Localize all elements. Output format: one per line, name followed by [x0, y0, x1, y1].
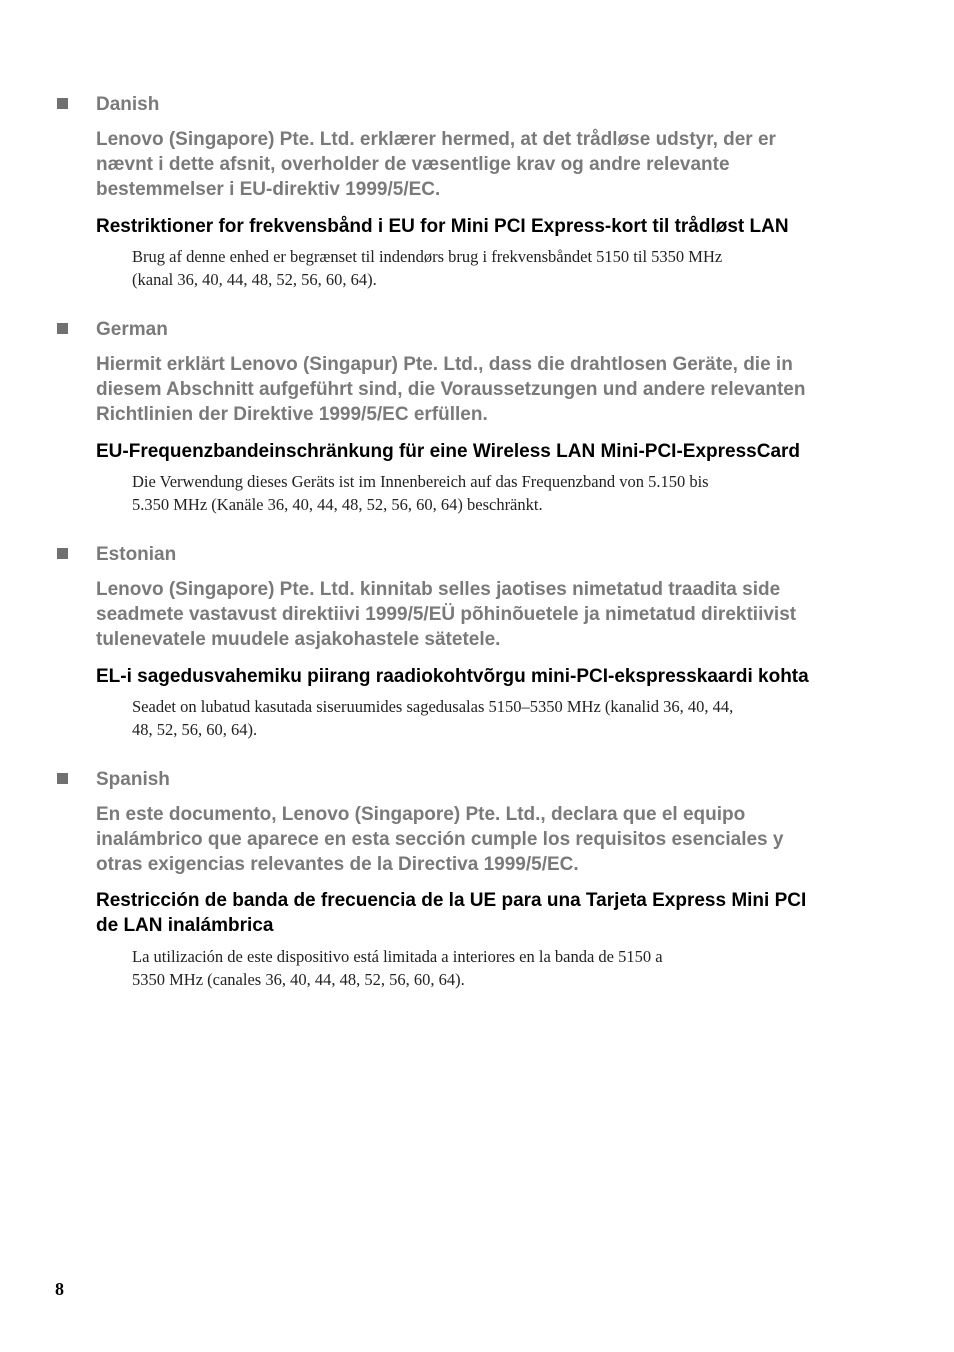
- square-bullet-icon: [57, 548, 68, 559]
- restriction-heading: Restricción de banda de frecuencia de la UE para una Tarjeta Express Mini PCI de LAN inalámbrica: [96, 890, 807, 936]
- page-number: 8: [55, 1279, 64, 1299]
- restriction-body: La utilización de este dispositivo está limitada a interiores en la banda de 5150 a 5350 MHz (canales 36, 40, 44, 48, 52, 56, 60, 64).: [132, 947, 663, 989]
- declaration-text: Hiermit erklärt Lenovo (Singapur) Pte. Ltd., dass die drahtlosen Geräte, die in diesem Abschnitt aufgeführt sind, die Voraussetzungen und andere relevanten Richtlinien der Direktive 1999/5/EC erfüllen.: [96, 354, 806, 425]
- declaration-text: En este documento, Lenovo (Singapore) Pte. Ltd., declara que el equipo inalámbrico que aparece en esta sección cumple los requisitos esenciales y otras exigencias relevantes de la Directiva 1999/5/EC.: [96, 804, 784, 875]
- restriction-heading: Restriktioner for frekvensbånd i EU for Mini PCI Express-kort til trådløst LAN: [96, 216, 789, 237]
- restriction-body: Brug af denne enhed er begrænset til indendørs brug i frekvensbåndet 5150 til 5350 MHz (kanal 36, 40, 44, 48, 52, 56, 60, 64).: [132, 247, 723, 289]
- restriction-body: Die Verwendung dieses Geräts ist im Innenbereich auf das Frequenzband von 5.150 bis 5.350 MHz (Kanäle 36, 40, 44, 48, 52, 56, 60, 64) beschränkt.: [132, 472, 709, 514]
- restriction-heading: EL-i sagedusvahemiku piirang raadiokohtvõrgu mini-PCI-ekspresskaardi kohta: [96, 666, 809, 687]
- restriction-heading: EU-Frequenzbandeinschränkung für eine Wireless LAN Mini-PCI-ExpressCard: [96, 441, 801, 462]
- language-heading: German: [96, 319, 168, 340]
- declaration-text: Lenovo (Singapore) Pte. Ltd. erklærer hermed, at det trådløse udstyr, der er nævnt i dette afsnit, overholder de væsentlige krav og andre relevante bestemmelser i EU-direktiv 1999/5/EC.: [96, 129, 776, 200]
- language-heading: Estonian: [96, 544, 177, 565]
- declaration-text: Lenovo (Singapore) Pte. Ltd. kinnitab selles jaotises nimetatud traadita side seadmete vastavust direktiivi 1999/5/EÜ põhinõuetele ja nimetatud direktiivist tulenevatele muudele asjakohastele sätetele.: [96, 579, 797, 650]
- language-heading: Danish: [96, 94, 160, 115]
- language-heading: Spanish: [96, 769, 170, 790]
- square-bullet-icon: [57, 773, 68, 784]
- square-bullet-icon: [57, 98, 68, 109]
- restriction-body: Seadet on lubatud kasutada siseruumides sagedusalas 5150–5350 MHz (kanalid 36, 40, 44, 48, 52, 56, 60, 64).: [132, 697, 734, 739]
- square-bullet-icon: [57, 323, 68, 334]
